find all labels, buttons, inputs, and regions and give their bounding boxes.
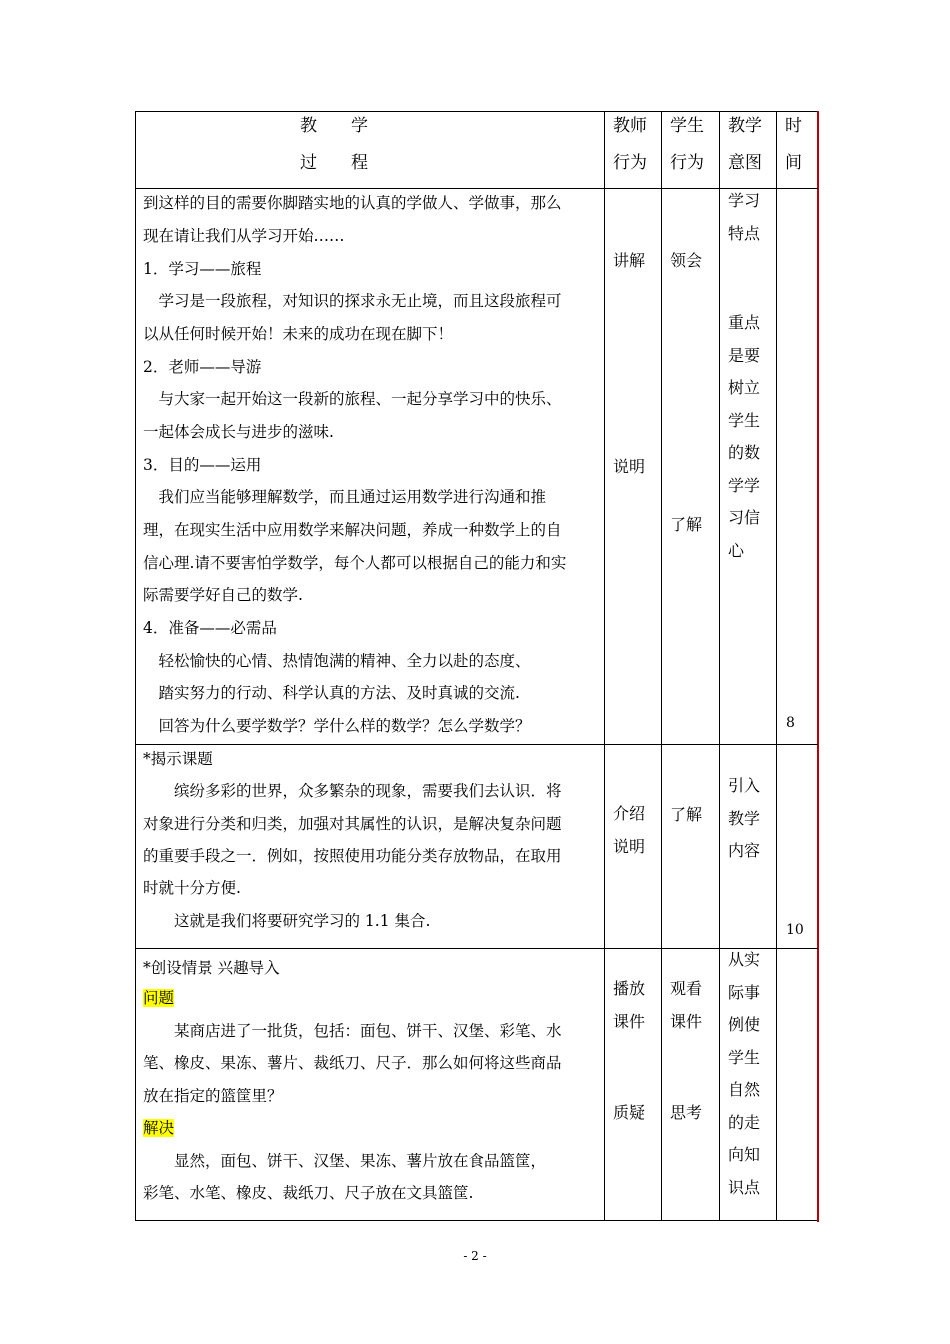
row1-line: 学习是一段旅程，对知识的探求永无止境，而且这段旅程可 [143,292,562,310]
row2-line: 这就是我们将要研究学习的 1.1 集合. [143,912,431,930]
header-teacher-line2: 行为 [613,153,647,173]
row3-problem-line: 笔、橡皮、果冻、薯片、裁纸刀、尺子．那么如何将这些商品 [143,1054,562,1072]
header-intent-line2: 意图 [728,153,762,173]
row1-line: 到这样的目的需要你脚踏实地的认真的学做人、学做事，那么 [143,194,562,212]
header-time-line2: 间 [785,153,802,173]
row1-line: 4．准备——必需品 [143,619,277,637]
header-student-line1: 学生 [670,116,704,136]
header-time-line1: 时 [785,116,802,136]
header-process-line1: 教 学 [300,116,368,136]
table-right-edge [817,111,819,1222]
header-process-line2: 过 程 [300,153,368,173]
row3-solution-label [143,1118,174,1138]
row1-line: 与大家一起开始这一段新的旅程、一起分享学习中的快乐、 [143,390,562,408]
problem-highlight: 问题 [143,989,175,1007]
row-divider-header [135,188,818,189]
row-divider-2 [135,948,818,949]
row-divider-1 [135,744,818,745]
row1-line: 回答为什么要学数学？学什么样的数学？怎么学数学？ [143,717,531,735]
row1-line: 1．学习——旅程 [143,260,262,278]
row1-line: 3．目的——运用 [143,456,262,474]
row2-time: 10 [786,922,804,938]
row3-problem-label [143,988,174,1008]
row2-heading: *揭示课题 [143,750,213,768]
page-number: - 2 - [463,1249,487,1263]
col-divider-time [776,111,777,1221]
row1-intent-b: 重点 是要 树立 学生 的数 学学 习信 心 [728,313,761,560]
row2-line: 的重要手段之一．例如，按照使用功能分类存放物品，在取用 [143,847,562,865]
row1-teacher-action: 讲解 [613,251,646,270]
row3-student-action: 观看 课件 [670,979,703,1031]
row1-line: 以从任何时候开始！未来的成功在现在脚下！ [143,325,454,343]
col-divider-teacher [604,111,605,1221]
row3-student-action: 思考 [670,1103,703,1122]
row1-line: 2．老师——导游 [143,358,262,376]
row3-problem-line: 某商店进了一批货，包括：面包、饼干、汉堡、彩笔、水 [143,1022,562,1040]
row2-line: 对象进行分类和归类，加强对其属性的认识，是解决复杂问题 [143,815,562,833]
row1-intent-a: 学习 特点 [728,191,761,243]
row1-student-action: 领会 [670,251,703,270]
row2-line: 缤纷多彩的世界，众多繁杂的现象，需要我们去认识．将 [143,782,562,800]
row3-solution-line: 显然，面包、饼干、汉堡、果冻、薯片放在食品篮筐， [143,1152,547,1170]
header-teacher-line1: 教师 [613,116,647,136]
row1-line: 踏实努力的行动、科学认真的方法、及时真诚的交流. [143,684,520,702]
row1-line: 现在请让我们从学习开始…… [143,227,345,245]
row3-teacher-action: 播放 课件 [613,979,646,1031]
row3-problem-line: 放在指定的篮筐里？ [143,1087,283,1105]
row1-line: 际需要学好自己的数学. [143,586,303,604]
solution-highlight: 解决 [143,1119,175,1137]
row2-teacher-action: 介绍 说明 [613,804,646,856]
row2-student-action: 了解 [670,805,703,824]
header-student-line2: 行为 [670,153,704,173]
row1-teacher-action: 说明 [613,457,646,476]
row3-teacher-action: 质疑 [613,1103,646,1122]
row1-line: 我们应当能够理解数学，而且通过运用数学进行沟通和推 [143,488,547,506]
col-divider-intent [719,111,720,1221]
row1-time: 8 [786,715,795,731]
row1-line: 一起体会成长与进步的滋味. [143,423,334,441]
row3-intent: 从实 际事 例使 学生 自然 的走 向知 识点 [728,950,761,1197]
row1-student-action: 了解 [670,515,703,534]
row1-line: 理，在现实生活中应用数学来解决问题，养成一种数学上的自 [143,521,562,539]
row3-solution-line: 彩笔、水笔、橡皮、裁纸刀、尺子放在文具篮筐. [143,1184,474,1202]
header-intent-line1: 教学 [728,116,762,136]
col-divider-student [661,111,662,1221]
row3-heading: *创设情景 兴趣导入 [143,959,280,977]
row1-line: 信心理.请不要害怕学数学，每个人都可以根据自己的能力和实 [143,554,567,572]
row2-line: 时就十分方便. [143,879,241,897]
row1-line: 轻松愉快的心情、热情饱满的精神、全力以赴的态度、 [143,652,531,670]
row2-intent: 引入 教学 内容 [728,776,761,860]
